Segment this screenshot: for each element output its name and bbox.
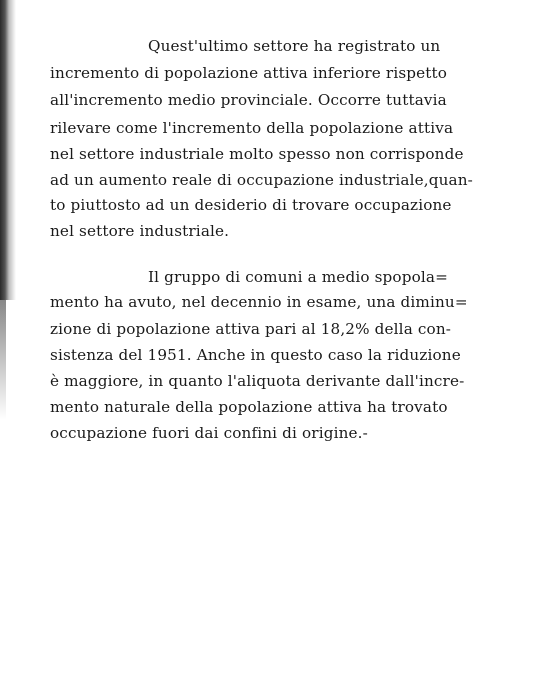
p2-line-5: è maggiore, in quanto l'aliquota derivante dall'incre- <box>50 372 465 390</box>
p1-line-6: ad un aumento reale di occupazione industriale,quan- <box>50 171 473 189</box>
p2-line-4: sistenza del 1951. Anche in questo caso la riduzione <box>50 346 461 364</box>
p1-line-2: incremento di popolazione attiva inferiore rispetto <box>50 64 448 82</box>
p1-line-3: all'incremento medio provinciale. Occorre tuttavia <box>50 91 447 109</box>
p2-line-3: zione di popolazione attiva pari al 18,2% della con- <box>50 320 452 338</box>
p1-line-1: Quest'ultimo settore ha registrato un <box>148 37 441 55</box>
p2-line-7: occupazione fuori dai confini di origine.- <box>50 424 368 442</box>
p2-line-6: mento naturale della popolazione attiva ha trovato <box>50 398 448 416</box>
p1-line-8: nel settore industriale. <box>50 222 230 240</box>
p1-line-4: rilevare come l'incremento della popolazione attiva <box>50 119 454 137</box>
scan-binding-edge <box>0 0 16 300</box>
p1-line-5: nel settore industriale molto spesso non corrisponde <box>50 145 464 163</box>
p2-line-2: mento ha avuto, nel decennio in esame, una diminu= <box>50 293 468 311</box>
p1-line-7: to piuttosto ad un desiderio di trovare occupazione <box>50 196 452 214</box>
p2-line-1: Il gruppo di comuni a medio spopola= <box>148 268 448 286</box>
